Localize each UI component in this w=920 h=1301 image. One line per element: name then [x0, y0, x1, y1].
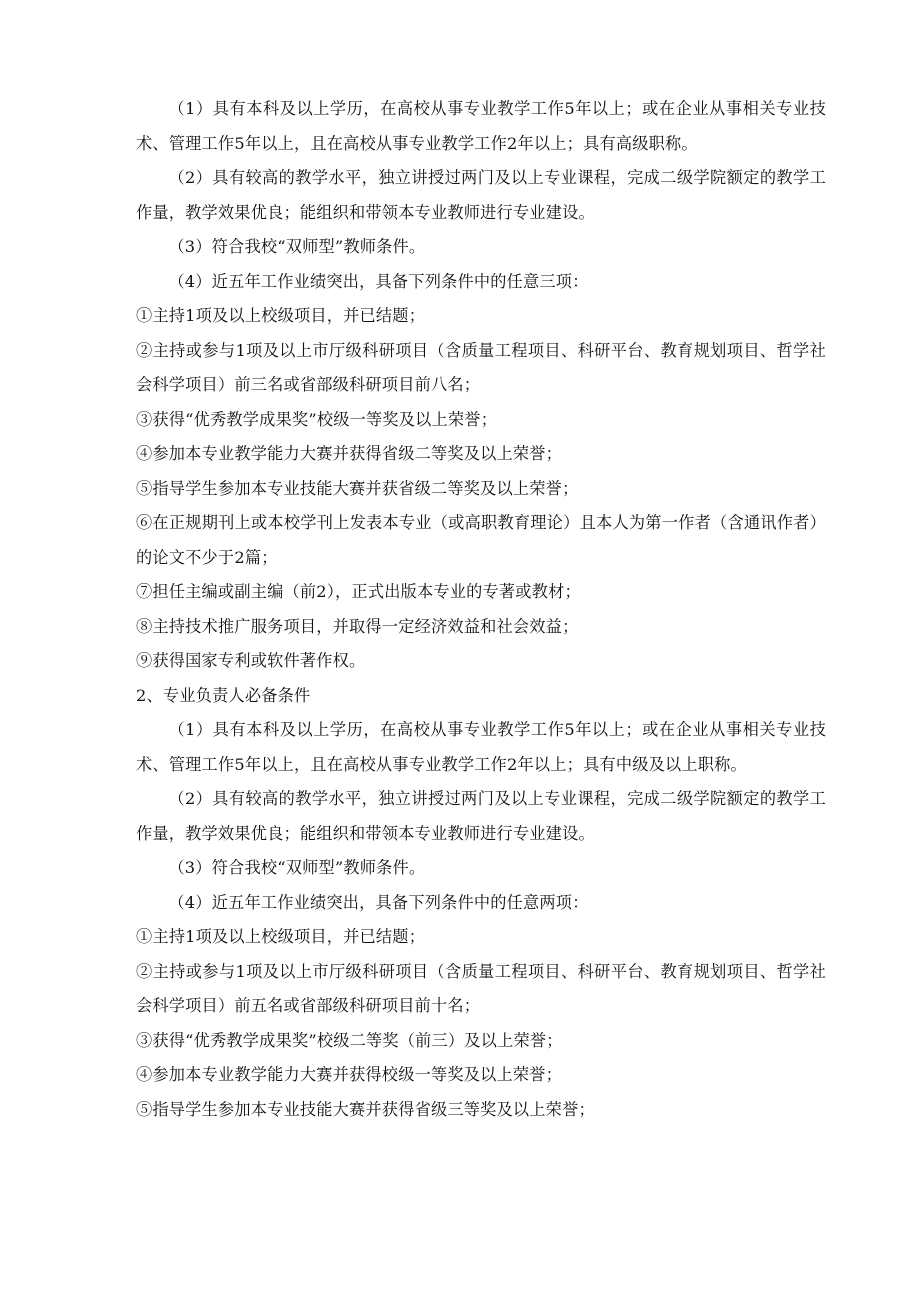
leader-req-teaching: （2）具有较高的教学水平，独立讲授过两门及以上专业课程，完成二级学院额定的教学工作量，教学效果优良；能组织和带领本专业教师进行专业建设。 — [136, 789, 826, 843]
senior-req-performance: （4）近五年工作业绩突出，具备下列条件中的任意三项： — [168, 271, 589, 291]
leader-item-5: ⑤指导学生参加本专业技能大赛并获得省级三等奖及以上荣誉； — [136, 1099, 595, 1119]
leader-req-education: （1）具有本科及以上学历，在高校从事专业教学工作5年以上；或在企业从事相关专业技术、管理工作5年以上，且在高校从事专业教学工作2年以上；具有中级及以上职称。 — [136, 720, 826, 774]
leader-item-4: ④参加本专业教学能力大赛并获得校级一等奖及以上荣誉； — [136, 1065, 563, 1084]
senior-req-education: （1）具有本科及以上学历，在高校从事专业教学工作5年以上；或在企业从事相关专业技术、管理工作5年以上，且在高校从事专业教学工作2年以上；具有高级职称。 — [136, 99, 826, 153]
leader-item-2: ②主持或参与1项及以上市厅级科研项目（含质量工程项目、科研平台、教育规划项目、哲学社会科学项目）前五名或省部级科研项目前十名； — [136, 961, 826, 1015]
senior-item-5: ⑤指导学生参加本专业技能大赛并获省级二等奖及以上荣誉； — [136, 478, 579, 498]
section-heading: 2、专业负责人必备条件 — [136, 685, 311, 705]
senior-item-4: ④参加本专业教学能力大赛并获得省级二等奖及以上荣誉； — [136, 444, 563, 463]
document-body — [136, 92, 826, 1127]
senior-req-dual-teacher: （3）符合我校“双师型”教师条件。 — [168, 237, 426, 256]
senior-req-teaching: （2）具有较高的教学水平，独立讲授过两门及以上专业课程，完成二级学院额定的教学工作量，教学效果优良；能组织和带领本专业教师进行专业建设。 — [136, 168, 826, 222]
senior-item-2: ②主持或参与1项及以上市厅级科研项目（含质量工程项目、科研平台、教育规划项目、哲学社会科学项目）前三名或省部级科研项目前八名； — [136, 340, 826, 394]
senior-item-9: ⑨获得国家专利或软件著作权。 — [136, 651, 366, 670]
leader-item-1: ①主持1项及以上校级项目，并已结题； — [136, 927, 426, 946]
senior-item-3: ③获得“优秀教学成果奖”校级一等奖及以上荣誉； — [136, 409, 498, 429]
leader-item-3: ③获得“优秀教学成果奖”校级二等奖（前三）及以上荣誉； — [136, 1030, 563, 1050]
senior-item-8: ⑧主持技术推广服务项目，并取得一定经济效益和社会效益； — [136, 616, 579, 636]
senior-item-1: ①主持1项及以上校级项目，并已结题； — [136, 306, 426, 325]
leader-req-dual-teacher: （3）符合我校“双师型”教师条件。 — [168, 858, 426, 877]
leader-req-performance: （4）近五年工作业绩突出，具备下列条件中的任意两项： — [168, 892, 589, 912]
senior-item-7: ⑦担任主编或副主编（前2），正式出版本专业的专著或教材； — [136, 582, 581, 601]
senior-item-6: ⑥在正规期刊上或本校学刊上发表本专业（或高职教育理论）且本人为第一作者（含通讯作者）的论文不少于2篇； — [136, 513, 826, 567]
